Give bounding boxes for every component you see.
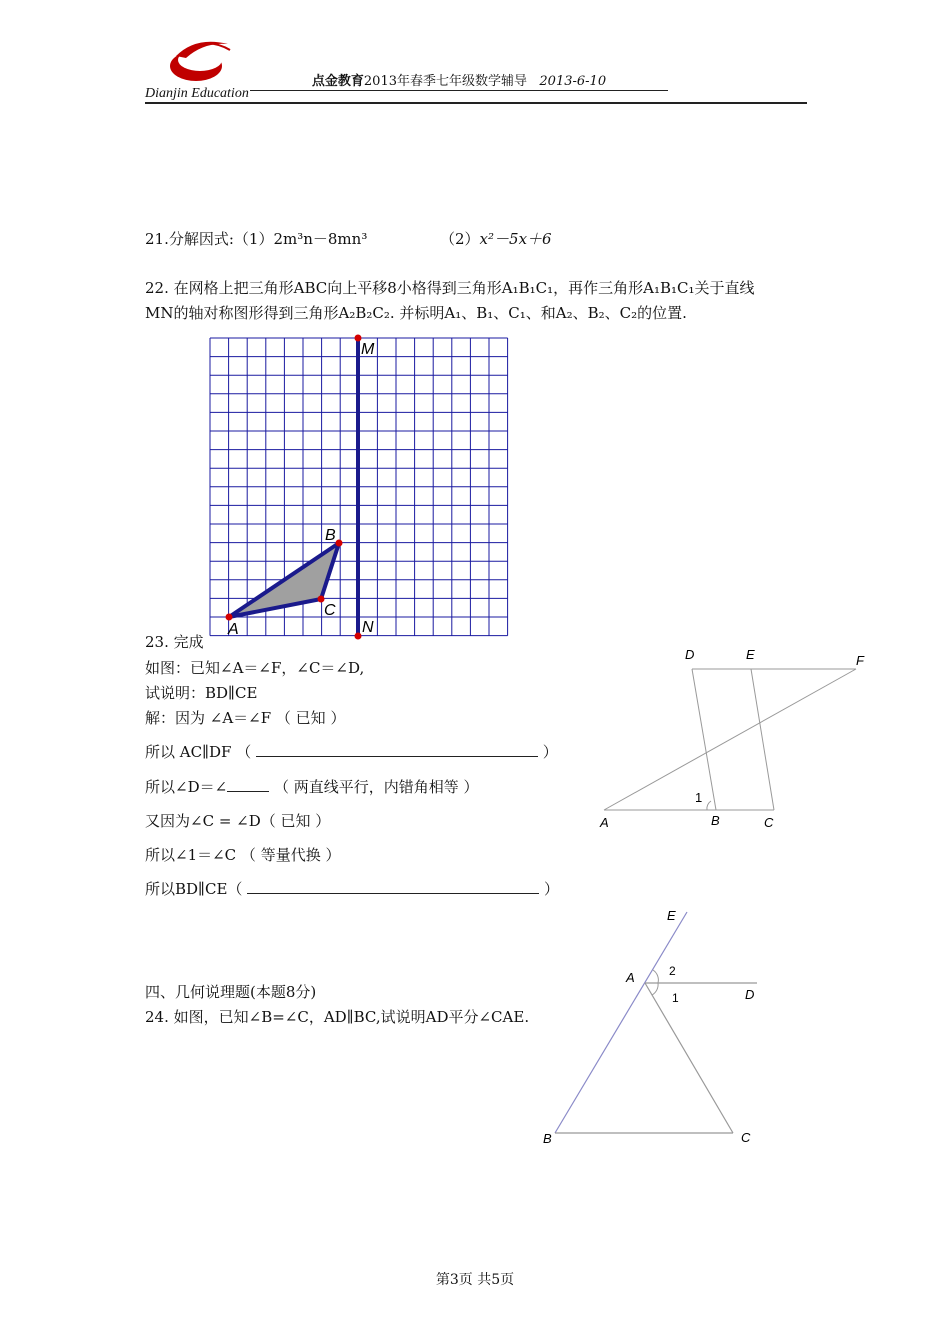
grid-figure (200, 330, 520, 646)
label-a: A (228, 621, 239, 638)
q21 (145, 228, 367, 249)
fig24-label-1: 1 (672, 991, 679, 1005)
fig24-label-d: D (745, 987, 755, 1002)
q23-step1: 解：因为 ∠A＝∠F （ 已知 ） (145, 709, 346, 727)
q23-step3 (145, 776, 479, 797)
line-bd (692, 669, 716, 810)
q23-step5: 所以∠1＝∠C （ 等量代换 ） (145, 846, 341, 864)
q23-blank-angle[interactable] (227, 777, 269, 792)
q21-part2-expr: x²－5x＋6 (479, 230, 552, 248)
line-ce (751, 669, 774, 810)
header-title (250, 70, 668, 91)
fig23-label-c: C (764, 815, 774, 830)
label-c: C (324, 602, 336, 619)
label-n: N (362, 619, 374, 636)
header-rule (145, 102, 807, 104)
line-af (604, 669, 856, 810)
fig23-label-b: B (711, 813, 720, 828)
q23-given: 如图：已知∠A＝∠F，∠C＝∠D, (145, 659, 365, 677)
angle-2-arc (653, 970, 658, 983)
header-brand: 点金教育 (311, 73, 364, 88)
logo-caption: Dianjin Education (145, 86, 249, 101)
fig23-label-e: E (746, 647, 755, 662)
q23-blank-reason2[interactable] (247, 879, 539, 894)
q21-text: 21.分解因式:（1）2m³n－8mn³ (145, 230, 368, 248)
q22-line2: MN的轴对称图形得到三角形A₂B₂C₂. 并标明A₁、B₁、C₁、和A₂、B₂、C₂的位置. (145, 304, 687, 322)
fig24-label-b: B (543, 1131, 552, 1146)
q23-title: 23. 完成 (145, 633, 204, 651)
q23-prove: 试说明：BD∥CE (145, 684, 258, 702)
line-ac24 (645, 983, 733, 1133)
header-title-text: 2013年春季七年级数学辅导 (363, 74, 527, 89)
q23-step6 (145, 878, 559, 899)
q23-step4: 又因为∠C = ∠D（ 已知 ） (145, 812, 331, 830)
line-be (555, 912, 687, 1133)
q23-step2-prefix: 所以 AC∥DF （ (145, 743, 252, 761)
fig23-label-f: F (856, 653, 864, 668)
dianjin-logo-icon (160, 36, 236, 84)
fig24-label-2: 2 (669, 964, 676, 978)
q21-part2 (440, 228, 552, 249)
q23-step6-prefix: 所以BD∥CE（ (145, 880, 243, 898)
point-a (226, 614, 233, 621)
q24-figure (535, 900, 775, 1150)
q23-step2-suffix: ） (542, 743, 558, 761)
q23-step2 (145, 741, 558, 762)
fig23-label-a: A (600, 815, 609, 830)
q23-step3-prefix: 所以∠D＝∠ (145, 778, 228, 796)
q23-step6-suffix: ） (543, 880, 559, 898)
point-b (336, 540, 343, 547)
angle-1-arc-24 (652, 983, 658, 995)
q23-step3-suffix: （ 两直线平行，内错角相等 ） (273, 778, 479, 796)
q21-part2-prefix: （2） (440, 230, 480, 248)
fig24-label-c: C (741, 1130, 751, 1145)
angle-1-arc (707, 801, 711, 810)
section4-heading: 四、几何说理题(本题8分) (145, 983, 317, 1001)
label-m: M (361, 341, 375, 358)
fig24-label-e: E (667, 908, 676, 923)
q23-blank-reason1[interactable] (256, 742, 538, 757)
fig24-label-a: A (626, 970, 635, 985)
q22-line1: 22. 在网格上把三角形ABC向上平移8小格得到三角形A₁B₁C₁，再作三角形A₁B₁C₁关于直线 (145, 279, 755, 297)
q24-text: 24. 如图，已知∠B=∠C，AD∥BC,试说明AD平分∠CAE. (145, 1008, 530, 1026)
fig23-label-1: 1 (695, 790, 703, 805)
header-date: 2013-6-10 (539, 74, 607, 89)
page-footer: 第3页 共5页 (435, 1272, 515, 1288)
label-b: B (325, 527, 336, 544)
q23-figure (590, 645, 880, 840)
point-n (355, 633, 362, 640)
fig23-label-d: D (685, 647, 695, 662)
